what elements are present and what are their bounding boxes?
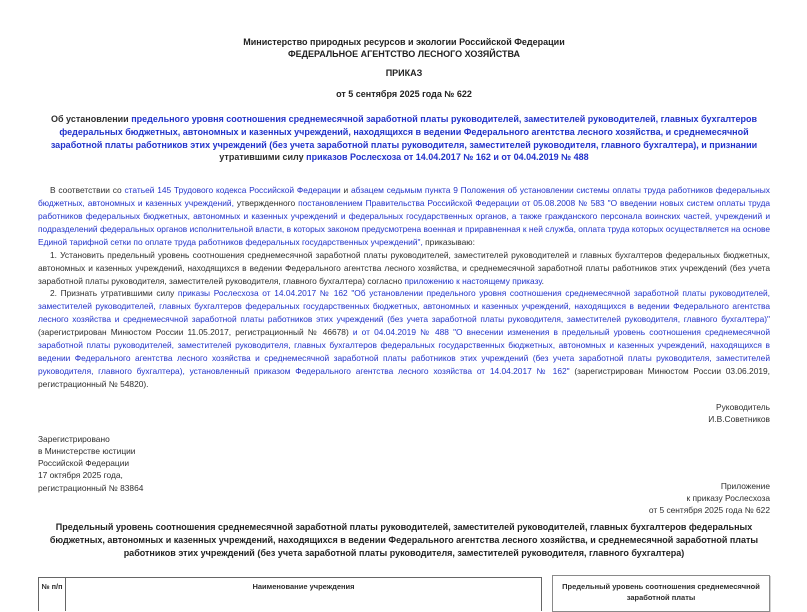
signature-name: И.В.Советников bbox=[708, 414, 770, 425]
doc-text: приказываю: bbox=[422, 236, 475, 247]
annex-title: Предельный уровень соотношения среднемесячной заработной платы руководителей, заместителей руководителей, главных бухгалтеров федеральных бюджетных, автономных и казенных учреждений, находящихся в ведении Федерального агентства лесного хозяйства, и среднемесячной заработной платы работников этих учреждений (без учета заработной платы руководителя, заместителей руководителя, главного бухгалтера) bbox=[49, 521, 759, 558]
doc-text: утратившими силу bbox=[219, 152, 307, 163]
annex-reference bbox=[649, 481, 770, 516]
order-item-2 bbox=[38, 287, 770, 390]
signature-block bbox=[38, 401, 770, 426]
doc-link[interactable]: абзацем седьмым пункта 9 Положения об установлении системы оплаты труда работников федеральных бюджетных, автономных и казенных учреждений, bbox=[38, 185, 770, 209]
doc-link[interactable]: приказов Рослесхоза от 14.04.2017 № 162 и от 04.04.2019 № 488 bbox=[306, 152, 589, 163]
doc-text: . bbox=[541, 275, 544, 286]
doc-link[interactable]: приказы Рослесхоза от 14.04.2017 № 162 "Об установлении предельного уровня соотношения среднемесячной заработной платы руководителей, заместителей руководителей, главных бухгалтеров федеральных государственных бюджетных, автономных и казенных учреждений, находящихся в ведении Федерального агентства лесного хозяйства и среднемесячной заработной платы работников этих учреждений (без учета заработной платы руководителя, заместителей руководителя, главного бухгалтера)" bbox=[38, 288, 770, 325]
registration-and-annex-row bbox=[38, 433, 770, 521]
annex-reference-line: Приложение bbox=[720, 481, 770, 492]
table-header-number: № п/п bbox=[38, 577, 66, 611]
doc-text: 2. Признать утратившими силу bbox=[50, 288, 178, 299]
doc-text: (зарегистрирован Минюстом России 03.06.2019, регистрационный № 54820). bbox=[38, 365, 770, 389]
doc-date-number: от 5 сентября 2025 года № 622 bbox=[336, 89, 472, 99]
signature-position: Руководитель bbox=[716, 401, 770, 412]
registration-line: Российской Федерации bbox=[38, 458, 130, 469]
preamble-paragraph bbox=[38, 184, 770, 249]
order-body bbox=[38, 184, 770, 391]
ministry-line: Министерство природных ресурсов и экологии Российской Федерации bbox=[243, 37, 565, 47]
doc-text: (зарегистрирован Минюстом России 11.05.2017, регистрационный № 46678) bbox=[38, 327, 353, 338]
doc-text: Об установлении bbox=[51, 114, 132, 124]
ratio-table-header bbox=[38, 577, 770, 612]
annex-reference-line: к приказу Рослесхоза bbox=[686, 493, 770, 504]
registration-line: регистрационный № 83864 bbox=[38, 482, 144, 493]
registration-line: 17 октября 2025 года, bbox=[38, 470, 123, 481]
table-header-ratio-level: Предельный уровень соотношения среднемесячной заработной платы bbox=[552, 575, 770, 612]
agency-line: ФЕДЕРАЛЬНОЕ АГЕНТСТВО ЛЕСНОГО ХОЗЯЙСТВА bbox=[287, 49, 521, 59]
doc-text: 1. Установить предельный уровень соотношения среднемесячной заработной платы руководителей, заместителей руководителей и главных бухгалтеров федеральных бюджетных, автономных и казенных учреждений, находящихся в ведении Федерального агентства лесного хозяйства, и среднемесячной заработной платы работников этих учреждений (без учета заработной платы руководителя, заместителей руководителя, главного бухгалтера) согласно bbox=[38, 249, 770, 286]
doc-text: В соответствии со bbox=[50, 185, 125, 196]
registration-note bbox=[38, 433, 143, 494]
doc-link[interactable]: предельного уровня соотношения среднемесячной заработной платы руководителей, заместителей руководителей, главных бухгалтеров федеральных бюджетных, автономных и казенных учреждений, находящихся в ведении Федерального агентства лесного хозяйства, и среднемесячной заработной платы работников этих учреждений (без учета заработной платы руководителя, заместителей руководителя, главного бухгалтера), и признании bbox=[50, 114, 758, 150]
document-header bbox=[38, 36, 770, 100]
registration-line: в Министерстве юстиции bbox=[38, 445, 136, 456]
doc-type-heading: ПРИКАЗ bbox=[385, 68, 423, 78]
annex-reference-line: от 5 сентября 2025 года № 622 bbox=[648, 504, 770, 515]
doc-link[interactable]: и от 04.04.2019 № 488 "О внесении изменения в предельный уровень соотношения среднемесячной заработной платы руководителей, заместителей руководителя, главных бухгалтеров федеральных государственных бюджетных, автономных и казенных учреждений, находящихся в ведении Федерального агентства лесного хозяйства и среднемесячной заработной платы работников этих учреждений (без учета заработной платы руководителя, заместителей руководителя, главного бухгалтера), установленный приказом Федерального агентства лесного хозяйства от 14.04.2017 № 162" bbox=[38, 327, 770, 376]
registration-line: Зарегистрировано bbox=[38, 433, 110, 444]
order-title bbox=[38, 113, 770, 164]
doc-text: утвержденного bbox=[233, 198, 299, 209]
doc-link[interactable]: статьей 145 Трудового кодекса Российской Федерации bbox=[124, 185, 341, 196]
doc-link[interactable]: приложению к настоящему приказу bbox=[404, 275, 542, 286]
doc-text: и bbox=[340, 185, 351, 196]
doc-link[interactable]: постановлением Правительства Российской Федерации от 05.08.2008 № 583 "О введении новых систем оплаты труда работников федеральных бюджетных, автономных и казенных учреждений и федеральных государственных органов, а также гражданского персонала воинских частей, учреждений и подразделений федеральных органов исполнительной власти, в которых законом предусмотрена военная и приравненная к ней служба, оплата труда которых осуществляется на основе Единой тарифной сетки по оплате труда работников федеральных государственных учреждений", bbox=[38, 198, 771, 247]
order-item-1 bbox=[38, 249, 770, 288]
table-header-institution-name: Наименование учреждения bbox=[66, 577, 542, 611]
